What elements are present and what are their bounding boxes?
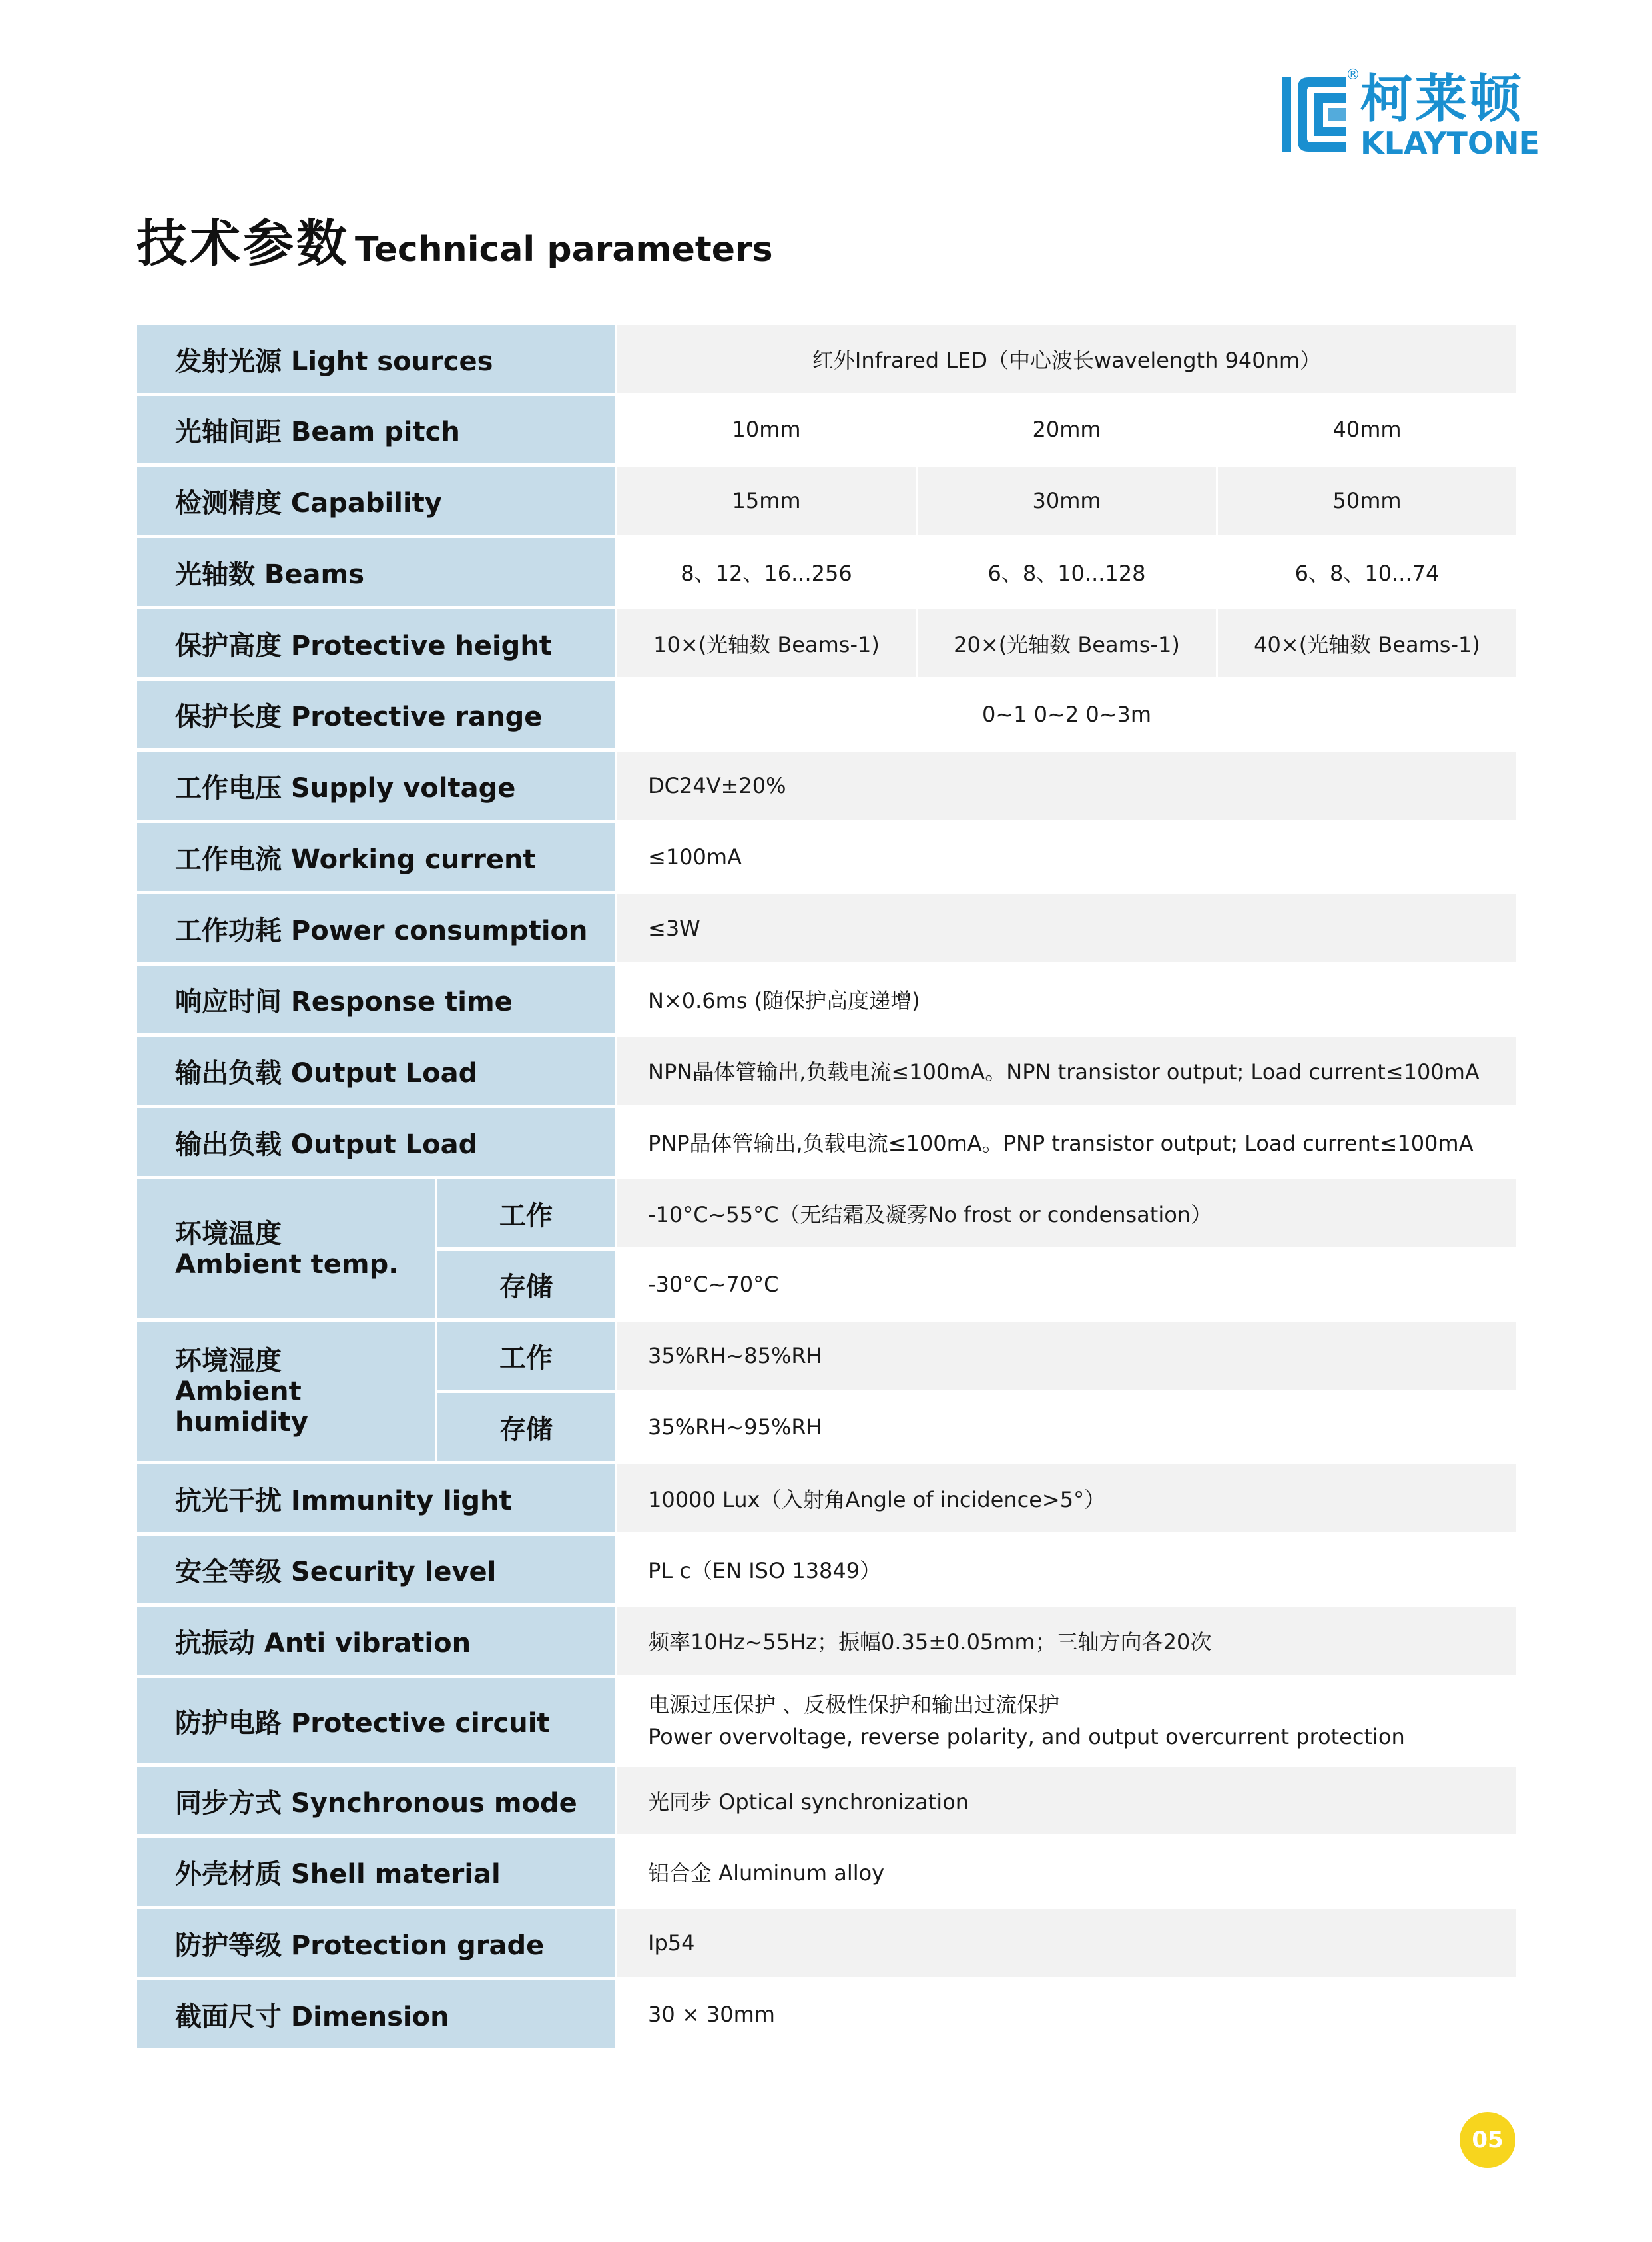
row-value: 10000 Lux（入射角Angle of incidence>5°） <box>617 1464 1516 1532</box>
row-value: 30mm <box>918 467 1216 535</box>
brand-logo <box>1282 67 1540 161</box>
row-value: 6、8、10...74 <box>1294 561 1440 586</box>
row-value: 15mm <box>617 467 916 535</box>
page-title-cn: 技术参数 <box>137 214 350 273</box>
table-row <box>137 681 1516 748</box>
row-value: DC24V±20% <box>617 752 1516 820</box>
row-label: 输出负载 Output Load <box>137 1108 615 1176</box>
page-number-badge: 05 <box>1460 2112 1515 2168</box>
row-label: 防护等级 Protection grade <box>137 1909 615 1977</box>
table-row <box>137 1980 1516 2048</box>
row-value: 10mm <box>732 417 801 442</box>
row-label: 防护电路 Protective circuit <box>137 1678 615 1763</box>
row-value: 40mm <box>1332 417 1402 442</box>
row-label: 检测精度 Capability <box>137 467 615 535</box>
row-label: 截面尺寸 Dimension <box>137 1980 615 2048</box>
row-label: 工作电流 Working current <box>137 823 615 891</box>
row-value: 30 × 30mm <box>648 2002 775 2027</box>
row-value: NPN晶体管输出,负载电流≤100mA。NPN transistor output; Load current≤100mA <box>617 1037 1516 1105</box>
row-value-cn: 电源过压保护 、反极性保护和输出过流保护 <box>648 1692 1060 1717</box>
table-row-group <box>137 1179 1516 1318</box>
group-label <box>137 1322 435 1461</box>
table-row <box>137 823 1516 891</box>
table-row <box>137 1108 1516 1176</box>
table-row <box>137 325 1516 393</box>
row-label: 发射光源 Light sources <box>137 325 615 393</box>
table-row-group <box>137 1322 1516 1461</box>
row-label: 外壳材质 Shell material <box>137 1838 615 1906</box>
row-label: 保护高度 Protective height <box>137 609 615 677</box>
row-label: 光轴数 Beams <box>137 538 615 606</box>
row-value: 0~1 0~2 0~3m <box>981 702 1152 727</box>
group-label-cn: 环境湿度 <box>175 1345 282 1376</box>
group-label-cn: 环境温度 <box>175 1218 282 1249</box>
table-row <box>137 538 1516 606</box>
row-label: 抗光干扰 Immunity light <box>137 1464 615 1532</box>
table-row <box>137 894 1516 962</box>
page-title-en: Technical parameters <box>355 230 773 270</box>
brand-name-en: KLAYTONE <box>1360 125 1540 161</box>
row-label: 光轴间距 Beam pitch <box>137 396 615 463</box>
row-label: 工作电压 Supply voltage <box>137 752 615 820</box>
table-row <box>137 1678 1516 1763</box>
row-label: 保护长度 Protective range <box>137 681 615 748</box>
table-row <box>137 1607 1516 1675</box>
table-row <box>137 396 1516 463</box>
row-value: PNP晶体管输出,负载电流≤100mA。PNP transistor output; Load current≤100mA <box>648 1131 1474 1156</box>
sub-label-storage: 存储 <box>437 1393 615 1461</box>
sub-label-storage: 存储 <box>437 1251 615 1318</box>
row-label: 同步方式 Synchronous mode <box>137 1767 615 1834</box>
row-label: 工作功耗 Power consumption <box>137 894 615 962</box>
table-row <box>137 1536 1516 1603</box>
klaytone-logo-icon <box>1282 73 1355 156</box>
row-value: -30°C~70°C <box>648 1272 779 1297</box>
table-row <box>137 1838 1516 1906</box>
row-value: ≤100mA <box>648 844 742 870</box>
row-value: 6、8、10...128 <box>987 561 1146 586</box>
table-row <box>137 1767 1516 1834</box>
row-value: ≤3W <box>617 894 1516 962</box>
row-label: 安全等级 Security level <box>137 1536 615 1603</box>
group-label-en: Ambient humidity <box>175 1376 308 1438</box>
row-value: 8、12、16...256 <box>681 561 852 586</box>
row-value: 铝合金 Aluminum alloy <box>648 1860 885 1886</box>
brand-name-cn: 柯莱顿 <box>1360 69 1525 129</box>
table-row <box>137 609 1516 677</box>
row-value: 50mm <box>1218 467 1516 535</box>
group-label <box>137 1179 435 1318</box>
row-value: 35%RH~85%RH <box>617 1322 1516 1390</box>
row-value-en: Power overvoltage, reverse polarity, and output overcurrent protection <box>648 1724 1405 1749</box>
row-value: Ip54 <box>617 1909 1516 1977</box>
table-row <box>137 467 1516 535</box>
row-value: 10×(光轴数 Beams-1) <box>617 609 916 677</box>
sub-label-work: 工作 <box>437 1322 615 1390</box>
row-value: N×0.6ms (随保护高度递增) <box>648 988 920 1013</box>
table-row <box>137 1464 1516 1532</box>
sub-label-work: 工作 <box>437 1179 615 1247</box>
row-value: 红外Infrared LED（中心波长wavelength 940nm） <box>617 325 1516 393</box>
row-label: 响应时间 Response time <box>137 966 615 1033</box>
row-value: -10°C~55°C（无结霜及凝雾No frost or condensation） <box>617 1179 1516 1247</box>
row-label: 输出负载 Output Load <box>137 1037 615 1105</box>
row-value <box>617 1678 1516 1763</box>
row-value: 40×(光轴数 Beams-1) <box>1218 609 1516 677</box>
row-value: PL c（EN ISO 13849） <box>648 1558 882 1583</box>
row-value: 频率10Hz~55Hz；振幅0.35±0.05mm；三轴方向各20次 <box>617 1607 1516 1675</box>
row-value: 35%RH~95%RH <box>648 1414 822 1440</box>
table-row <box>137 1037 1516 1105</box>
row-value: 20×(光轴数 Beams-1) <box>918 609 1216 677</box>
row-value: 光同步 Optical synchronization <box>617 1767 1516 1834</box>
registered-mark: ® <box>1346 67 1360 83</box>
group-label-en: Ambient temp. <box>175 1249 399 1280</box>
table-row <box>137 1909 1516 1977</box>
table-row <box>137 752 1516 820</box>
page-title <box>137 203 773 276</box>
table-row <box>137 966 1516 1033</box>
row-value: 20mm <box>1032 417 1101 442</box>
row-label: 抗振动 Anti vibration <box>137 1607 615 1675</box>
